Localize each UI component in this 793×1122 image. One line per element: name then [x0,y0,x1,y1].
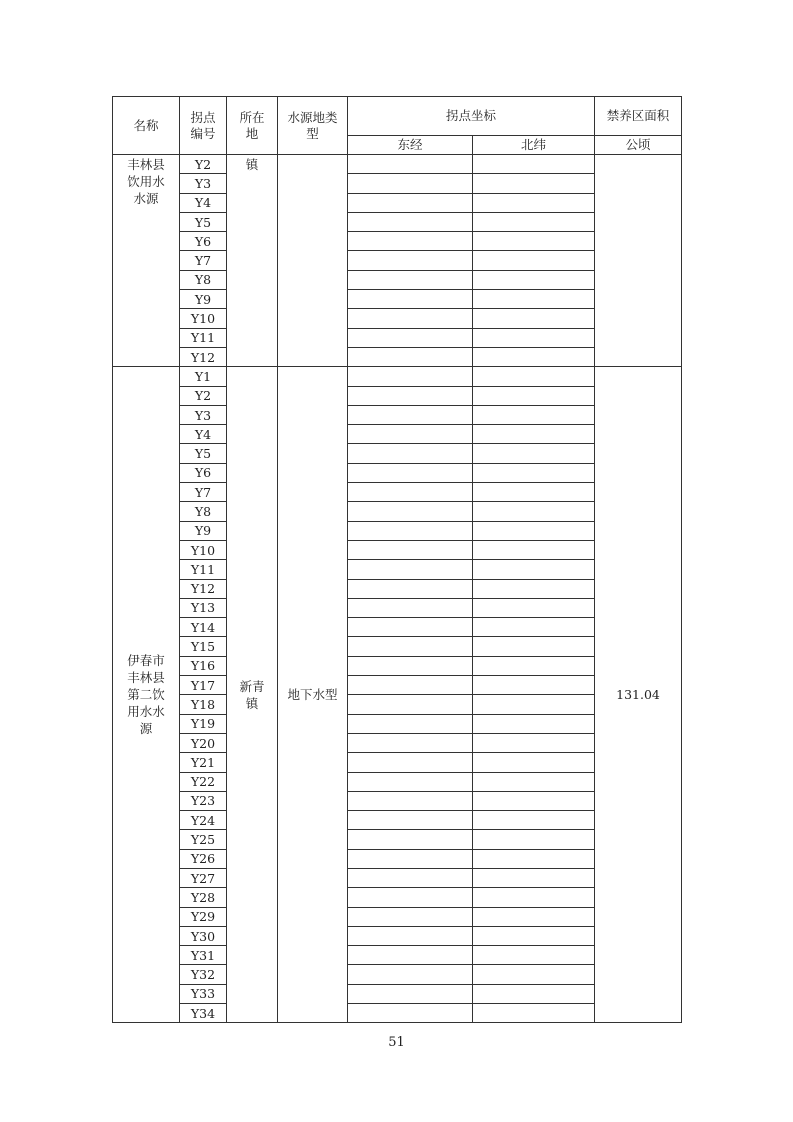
east-longitude-cell [348,347,473,366]
east-longitude-cell [348,946,473,965]
point-id-cell: Y21 [180,753,227,772]
point-id-cell: Y5 [180,444,227,463]
east-longitude-cell [348,367,473,386]
point-id-cell: Y15 [180,637,227,656]
north-latitude-cell [473,984,595,1003]
point-id-cell: Y14 [180,618,227,637]
area-cell [595,155,682,367]
north-latitude-cell [473,888,595,907]
east-longitude-cell [348,483,473,502]
header-area: 禁养区面积 [595,97,682,136]
point-id-cell: Y32 [180,965,227,984]
east-longitude-cell [348,791,473,810]
north-latitude-cell [473,811,595,830]
east-longitude-cell [348,309,473,328]
north-latitude-cell [473,251,595,270]
point-id-cell: Y12 [180,347,227,366]
point-id-cell: Y9 [180,521,227,540]
east-longitude-cell [348,772,473,791]
header-location: 所在 地 [227,97,278,155]
north-latitude-cell [473,753,595,772]
east-longitude-cell [348,849,473,868]
point-id-cell: Y12 [180,579,227,598]
area-cell: 131.04 [595,367,682,1023]
point-id-cell: Y29 [180,907,227,926]
north-latitude-cell [473,309,595,328]
point-id-cell: Y28 [180,888,227,907]
east-longitude-cell [348,328,473,347]
point-id-cell: Y24 [180,811,227,830]
point-id-cell: Y18 [180,695,227,714]
north-latitude-cell [473,425,595,444]
point-id-cell: Y10 [180,309,227,328]
north-latitude-cell [473,405,595,424]
east-longitude-cell [348,290,473,309]
point-id-cell: Y7 [180,251,227,270]
north-latitude-cell [473,502,595,521]
point-id-cell: Y5 [180,212,227,231]
east-longitude-cell [348,733,473,752]
point-id-cell: Y31 [180,946,227,965]
table-row [113,367,682,386]
north-latitude-cell [473,868,595,887]
east-longitude-cell [348,270,473,289]
east-longitude-cell [348,405,473,424]
east-longitude-cell [348,637,473,656]
east-longitude-cell [348,965,473,984]
point-id-cell: Y6 [180,232,227,251]
north-latitude-cell [473,695,595,714]
north-latitude-cell [473,347,595,366]
north-latitude-cell [473,637,595,656]
point-id-cell: Y26 [180,849,227,868]
north-latitude-cell [473,926,595,945]
page-number: 51 [388,1035,405,1050]
north-latitude-cell [473,560,595,579]
north-latitude-cell [473,965,595,984]
east-longitude-cell [348,386,473,405]
point-id-cell: Y7 [180,483,227,502]
north-latitude-cell [473,193,595,212]
north-latitude-cell [473,772,595,791]
north-latitude-cell [473,483,595,502]
source-name-cell: 伊春市 丰林县 第二饮 用水水 源 [113,367,180,1023]
east-longitude-cell [348,174,473,193]
east-longitude-cell [348,984,473,1003]
east-longitude-cell [348,753,473,772]
north-latitude-cell [473,791,595,810]
north-latitude-cell [473,290,595,309]
east-longitude-cell [348,212,473,231]
east-longitude-cell [348,502,473,521]
point-id-cell: Y22 [180,772,227,791]
north-latitude-cell [473,714,595,733]
table-row [113,155,682,174]
east-longitude-cell [348,868,473,887]
point-id-cell: Y16 [180,656,227,675]
header-north-latitude: 北纬 [473,136,595,155]
east-longitude-cell [348,695,473,714]
point-id-cell: Y34 [180,1004,227,1023]
point-id-cell: Y3 [180,174,227,193]
point-id-cell: Y33 [180,984,227,1003]
header-point-id: 拐点 编号 [180,97,227,155]
north-latitude-cell [473,598,595,617]
east-longitude-cell [348,540,473,559]
east-longitude-cell [348,676,473,695]
east-longitude-cell [348,598,473,617]
east-longitude-cell [348,251,473,270]
source-type-cell [278,155,348,367]
east-longitude-cell [348,232,473,251]
north-latitude-cell [473,328,595,347]
north-latitude-cell [473,212,595,231]
north-latitude-cell [473,367,595,386]
point-id-cell: Y1 [180,367,227,386]
location-cell: 新青 镇 [227,367,278,1023]
north-latitude-cell [473,733,595,752]
point-id-cell: Y13 [180,598,227,617]
point-id-cell: Y20 [180,733,227,752]
point-id-cell: Y17 [180,676,227,695]
east-longitude-cell [348,579,473,598]
north-latitude-cell [473,155,595,174]
east-longitude-cell [348,1004,473,1023]
table-body [113,155,682,1023]
north-latitude-cell [473,1004,595,1023]
north-latitude-cell [473,946,595,965]
point-id-cell: Y8 [180,502,227,521]
north-latitude-cell [473,521,595,540]
point-id-cell: Y27 [180,868,227,887]
point-id-cell: Y19 [180,714,227,733]
east-longitude-cell [348,521,473,540]
source-name-cell: 丰林县 饮用水 水源 [113,155,180,367]
header-east-longitude: 东经 [348,136,473,155]
east-longitude-cell [348,560,473,579]
north-latitude-cell [473,830,595,849]
point-id-cell: Y3 [180,405,227,424]
north-latitude-cell [473,656,595,675]
point-id-cell: Y6 [180,463,227,482]
north-latitude-cell [473,270,595,289]
east-longitude-cell [348,888,473,907]
east-longitude-cell [348,830,473,849]
east-longitude-cell [348,907,473,926]
header-coordinates: 拐点坐标 [348,97,595,136]
source-type-cell: 地下水型 [278,367,348,1023]
point-id-cell: Y2 [180,386,227,405]
location-cell: 镇 [227,155,278,367]
north-latitude-cell [473,849,595,868]
east-longitude-cell [348,425,473,444]
header-name: 名称 [113,97,180,155]
north-latitude-cell [473,386,595,405]
header-source-type: 水源地类 型 [278,97,348,155]
header-area-unit: 公顷 [595,136,682,155]
east-longitude-cell [348,714,473,733]
north-latitude-cell [473,174,595,193]
point-id-cell: Y11 [180,560,227,579]
point-id-cell: Y30 [180,926,227,945]
north-latitude-cell [473,232,595,251]
east-longitude-cell [348,926,473,945]
north-latitude-cell [473,676,595,695]
east-longitude-cell [348,444,473,463]
east-longitude-cell [348,463,473,482]
east-longitude-cell [348,193,473,212]
north-latitude-cell [473,618,595,637]
north-latitude-cell [473,463,595,482]
east-longitude-cell [348,155,473,174]
point-id-cell: Y4 [180,425,227,444]
north-latitude-cell [473,444,595,463]
east-longitude-cell [348,656,473,675]
north-latitude-cell [473,907,595,926]
east-longitude-cell [348,811,473,830]
point-id-cell: Y10 [180,540,227,559]
east-longitude-cell [348,618,473,637]
point-id-cell: Y11 [180,328,227,347]
point-id-cell: Y25 [180,830,227,849]
point-id-cell: Y9 [180,290,227,309]
point-id-cell: Y4 [180,193,227,212]
point-id-cell: Y23 [180,791,227,810]
north-latitude-cell [473,579,595,598]
north-latitude-cell [473,540,595,559]
point-id-cell: Y2 [180,155,227,174]
point-id-cell: Y8 [180,270,227,289]
prohibited-breeding-zone-table [112,96,682,1023]
